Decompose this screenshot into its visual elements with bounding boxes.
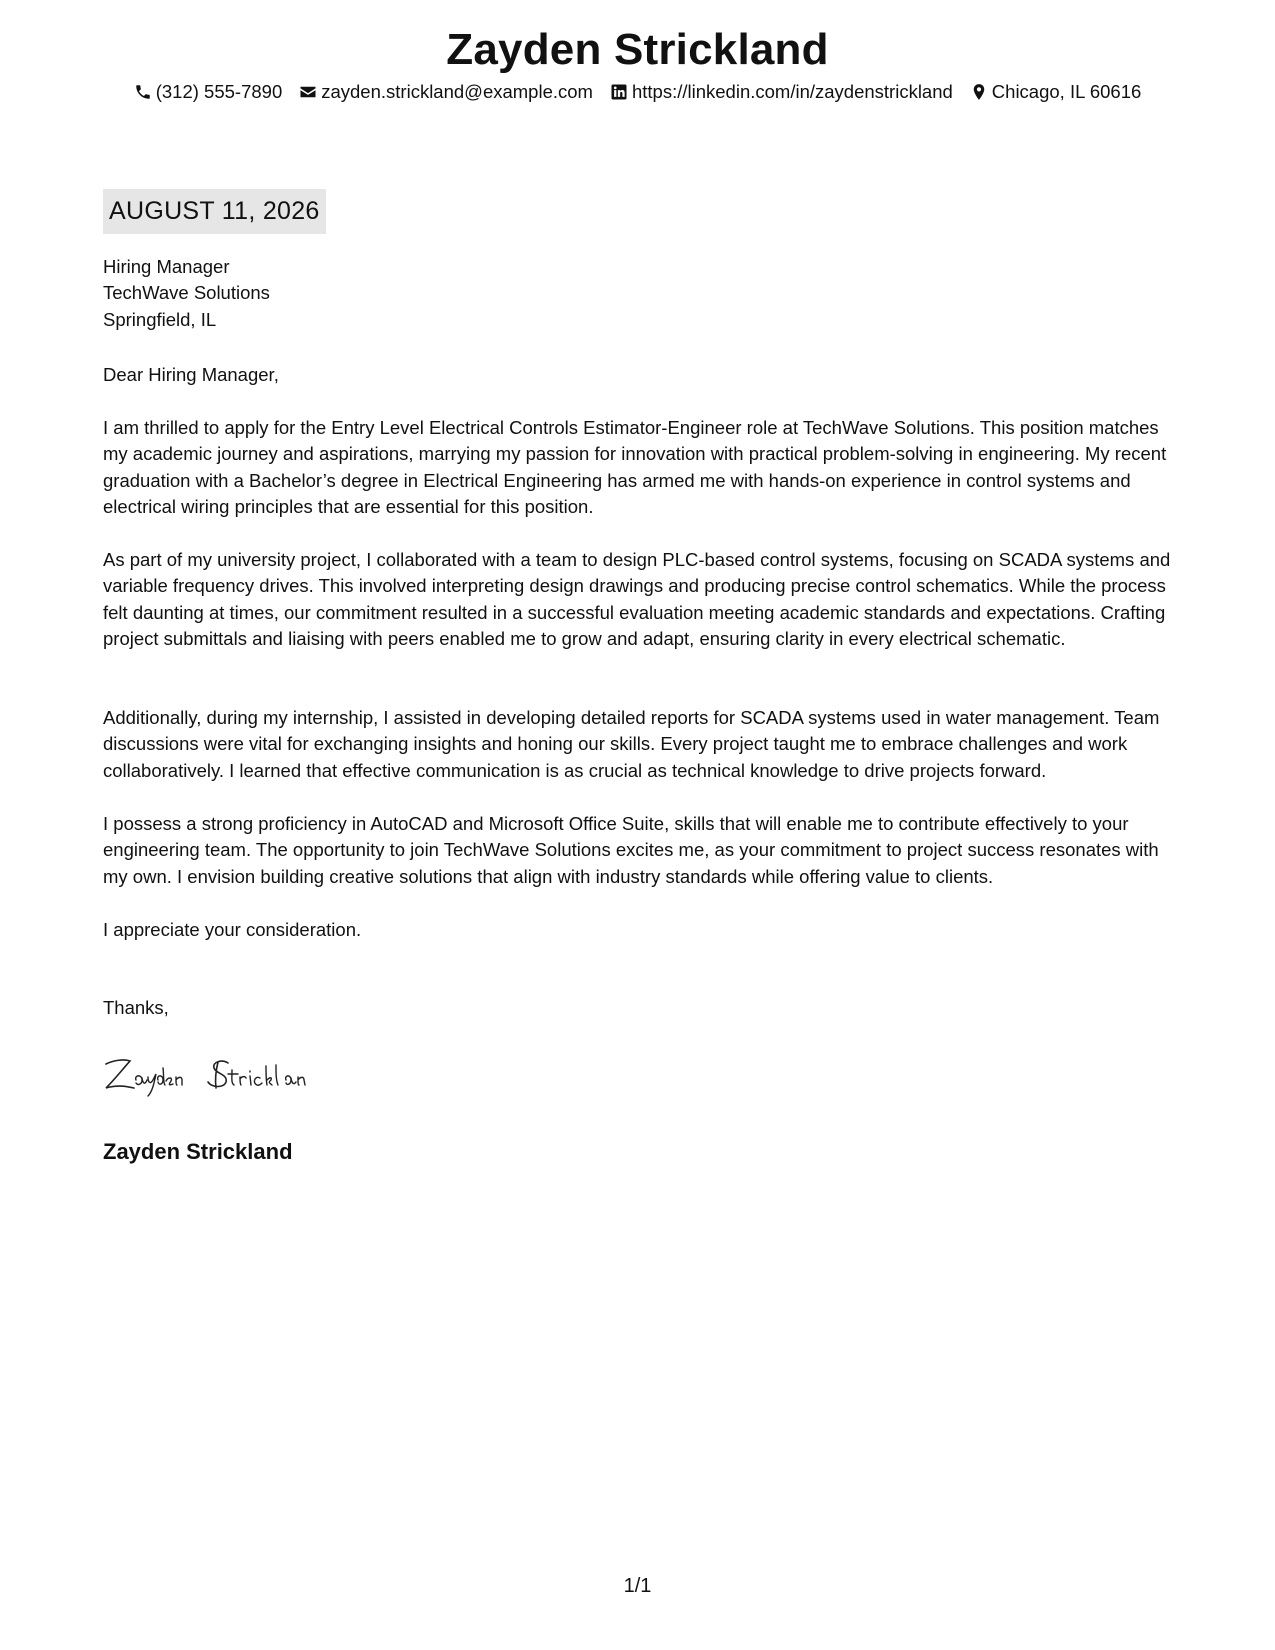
recipient-block: [103, 254, 1173, 333]
contact-location: [970, 80, 1141, 104]
contact-bar: [0, 80, 1275, 104]
email-address[interactable]: zayden.strickland@example.com: [321, 81, 593, 102]
body-paragraph: Additionally, during my internship, I assisted in developing detailed reports for SCADA systems used in water management. Team discussions were vital for exchanging insights and honing our skills. Every project taught me to embrace challenges and work collaboratively. I learned that effective communication is as crucial as technical knowledge to drive projects forward.: [103, 707, 1160, 781]
applicant-name-heading: Zayden Strickland: [446, 25, 829, 74]
linkedin-icon: [610, 83, 628, 101]
contact-email[interactable]: [299, 80, 593, 104]
phone-number: (312) 555-7890: [155, 81, 283, 102]
signer-name: Zayden Strickland: [103, 1139, 293, 1164]
salutation: Dear Hiring Manager,: [103, 364, 279, 385]
body-paragraph: I possess a strong proficiency in AutoCAD and Microsoft Office Suite, skills that will enable me to contribute effectively to your engineering team. The opportunity to join TechWave Solutions excites me, as your commitment to project success resonates with my own. I envision building creative solutions that align with industry standards while offering value to clients.: [103, 813, 1159, 887]
handwritten-signature: [100, 1050, 380, 1100]
body-paragraph: As part of my university project, I collaborated with a team to design PLC-based control systems, focusing on SCADA systems and variable frequency drives. This involved interpreting design drawings and producing precise control schematics. While the process felt daunting at times, our commitment resulted in a successful evaluation meeting academic standards and expectations. Crafting project submittals and liaising with peers enabled me to grow and adapt, ensuring clarity in every electrical schematic.: [103, 549, 1171, 649]
contact-phone: [134, 80, 283, 104]
contact-linkedin[interactable]: [610, 80, 953, 104]
envelope-icon: [299, 83, 317, 101]
closing-line: I appreciate your consideration.: [103, 919, 362, 940]
phone-icon: [134, 83, 152, 101]
location-text: Chicago, IL 60616: [991, 81, 1142, 102]
page-number: 1/1: [623, 1575, 652, 1597]
signoff: Thanks,: [103, 997, 169, 1018]
recipient-location: Springfield, IL: [103, 308, 217, 330]
linkedin-url[interactable]: https://linkedin.com/in/zaydenstrickland: [631, 81, 953, 102]
map-marker-icon: [970, 83, 988, 101]
recipient-company: TechWave Solutions: [103, 282, 270, 304]
recipient-title: Hiring Manager: [103, 256, 230, 277]
letter-date: AUGUST 11, 2026: [103, 189, 326, 234]
body-paragraph: I am thrilled to apply for the Entry Level Electrical Controls Estimator-Engineer role at TechWave Solutions. This position matches my academic journey and aspirations, marrying my passion for innovation with practical problem-solving in engineering. My recent graduation with a Bachelor’s degree in Electrical Engineering has armed me with hands-on experience in control systems and electrical wiring principles that are essential for this position.: [103, 417, 1167, 517]
